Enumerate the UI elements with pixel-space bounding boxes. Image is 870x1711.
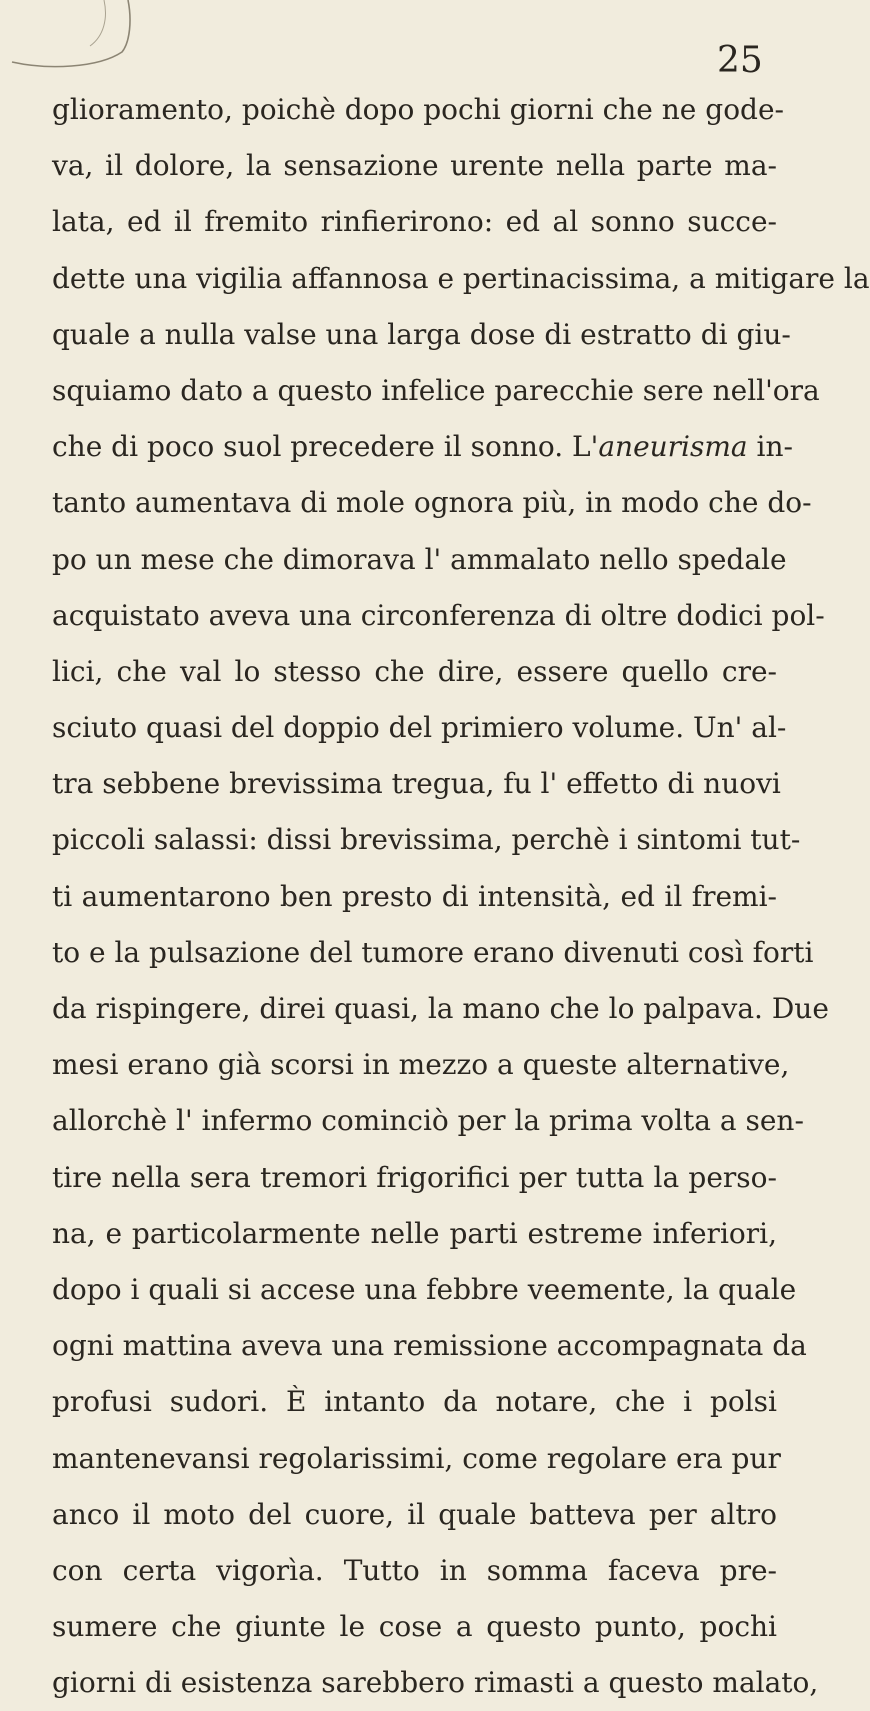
text-line: tire nella sera tremori frigorifici per tutta la perso-	[52, 1160, 777, 1194]
text-line: anco il moto del cuore, il quale batteva per altro	[52, 1497, 777, 1531]
text-line: lata, ed il fremito rinfierirono: ed al sonno succe-	[52, 205, 777, 239]
torn-corner-mark	[8, 0, 138, 70]
text-line: tanto aumentava di mole ognora più, in modo che do-	[52, 486, 812, 520]
text-line: allorchè l' infermo cominciò per la prima volta a sen-	[52, 1104, 804, 1138]
text-line: acquistato aveva una circonferenza di oltre dodici pol-	[52, 598, 825, 632]
text-line: dette una vigilia affannosa e pertinacissima, a mitigare la	[52, 261, 870, 295]
text-line: lici, che val lo stesso che dire, essere quello cre-	[52, 654, 777, 688]
text-line: sciuto quasi del doppio del primiero volume. Un' al-	[52, 711, 787, 745]
text-line: to e la pulsazione del tumore erano divenuti così forti	[52, 935, 814, 969]
text-line: ti aumentarono ben presto di intensità, ed il fremi-	[52, 879, 777, 913]
text-line: ogni mattina aveva una remissione accompagnata da	[52, 1329, 807, 1363]
text-line: giorni di esistenza sarebbero rimasti a questo malato,	[52, 1666, 819, 1700]
text-line: sumere che giunte le cose a questo punto, pochi	[52, 1610, 777, 1644]
text-line: mantenevansi regolarissimi, come regolare era pur	[52, 1441, 781, 1475]
text-line: glioramento, poichè dopo pochi giorni che ne gode-	[52, 93, 785, 126]
text-line: tra sebbene brevissima tregua, fu l' effetto di nuovi	[52, 767, 781, 801]
text-line: mesi erano già scorsi in mezzo a queste alternative,	[52, 1048, 790, 1082]
text-line: na, e particolarmente nelle parti estreme inferiori,	[52, 1216, 777, 1250]
text-line: profusi sudori. È intanto da notare, che i polsi	[52, 1385, 777, 1419]
text-line: quale a nulla valse una larga dose di estratto di giu-	[52, 317, 791, 351]
page-number: 25	[717, 40, 763, 81]
text-line: da rispingere, direi quasi, la mano che lo palpava. Due	[52, 992, 829, 1025]
text-line: va, il dolore, la sensazione urente nella parte ma-	[52, 149, 777, 183]
text-line: che di poco suol precedere il sonno. L'aneurisma in-	[52, 430, 793, 464]
text-line: po un mese che dimorava l' ammalato nello spedale	[52, 542, 787, 576]
text-line: con certa vigorìa. Tutto in somma faceva pre-	[52, 1553, 777, 1587]
text-line: dopo i quali si accese una febbre veemente, la quale	[52, 1272, 797, 1306]
text-line: piccoli salassi: dissi brevissima, perchè i sintomi tut-	[52, 823, 801, 857]
text-line: squiamo dato a questo infelice parecchie sere nell'ora	[52, 373, 820, 407]
body-text	[52, 82, 870, 1711]
